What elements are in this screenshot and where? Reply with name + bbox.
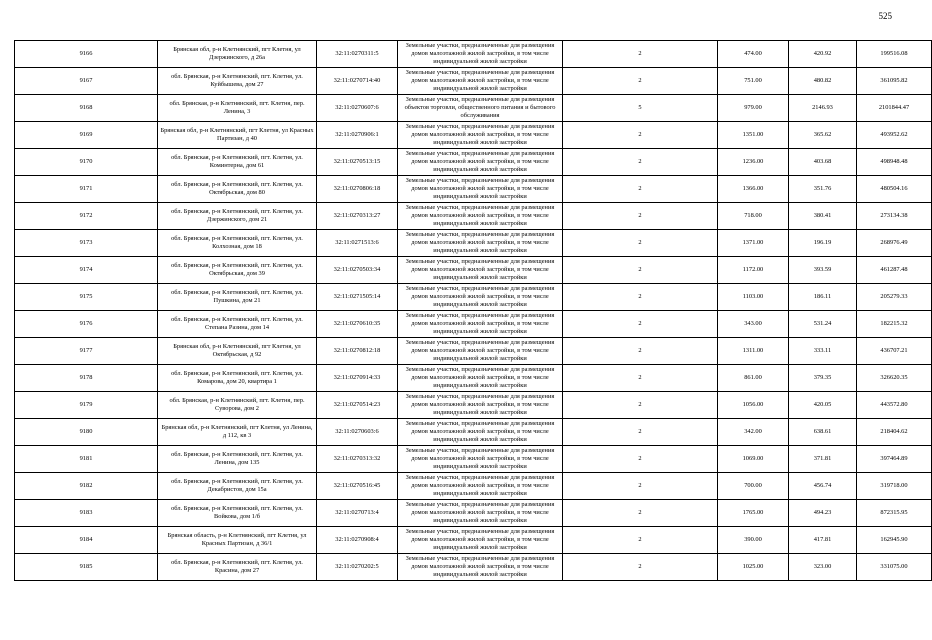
area-cell: 1025.00 [718,554,789,581]
cadastral-value-cell: 461287.48 [857,257,932,284]
area-cell: 343.00 [718,311,789,338]
land-use-cell: Земельные участки, предназначенные для размещения домов малоэтажной жилой застройки, в том числе индивидуальной жилой застройки [398,527,563,554]
row-number-cell: 9184 [15,527,158,554]
specific-value-cell: 494.23 [789,500,857,527]
cadastral-value-cell: 493952.62 [857,122,932,149]
row-number-cell: 9169 [15,122,158,149]
use-group-cell: 2 [563,446,718,473]
table-row [15,311,932,338]
address-cell: Брянская обл, р-н Клетнянский, пгт Клетня, ул Октябрьская, д 92 [158,338,317,365]
area-cell: 342.00 [718,419,789,446]
address-cell: Брянская обл, р-н Клетнянский, пгт Клетня, ул Красных Партизан, д 40 [158,122,317,149]
land-use-cell: Земельные участки, предназначенные для размещения домов малоэтажной жилой застройки, в том числе индивидуальной жилой застройки [398,176,563,203]
cadastral-number-cell: 32:11:0271513:6 [317,230,398,257]
specific-value-cell: 333.11 [789,338,857,365]
land-use-cell: Земельные участки, предназначенные для размещения домов малоэтажной жилой застройки, в том числе индивидуальной жилой застройки [398,365,563,392]
area-cell: 979.00 [718,95,789,122]
land-use-cell: Земельные участки, предназначенные для размещения домов малоэтажной жилой застройки, в том числе индивидуальной жилой застройки [398,257,563,284]
specific-value-cell: 393.59 [789,257,857,284]
table-row [15,527,932,554]
address-cell: Брянская обл, р-н Клетнянский, пгт Клетня, ул Дзержинского, д 26а [158,41,317,68]
use-group-cell: 2 [563,203,718,230]
land-use-cell: Земельные участки, предназначенные для размещения домов малоэтажной жилой застройки, в том числе индивидуальной жилой застройки [398,446,563,473]
cadastral-number-cell: 32:11:0270914:33 [317,365,398,392]
row-number-cell: 9179 [15,392,158,419]
table-row [15,176,932,203]
land-use-cell: Земельные участки, предназначенные для размещения домов малоэтажной жилой застройки, в том числе индивидуальной жилой застройки [398,311,563,338]
use-group-cell: 2 [563,230,718,257]
use-group-cell: 2 [563,473,718,500]
row-number-cell: 9170 [15,149,158,176]
address-cell: обл. Брянская, р-н Клетнянский, пгт. Клетня, ул. Колхозная, дом 18 [158,230,317,257]
row-number-cell: 9172 [15,203,158,230]
area-cell: 1172.00 [718,257,789,284]
specific-value-cell: 351.76 [789,176,857,203]
cadastral-value-cell: 268976.49 [857,230,932,257]
table-row [15,257,932,284]
address-cell: обл. Брянская, р-н Клетнянский, пгт. Клетня, ул. Октябрьская, дом 39 [158,257,317,284]
cadastral-value-cell: 443572.80 [857,392,932,419]
cadastral-number-cell: 32:11:0270603:6 [317,419,398,446]
specific-value-cell: 420.92 [789,41,857,68]
cadastral-value-cell: 326620.35 [857,365,932,392]
use-group-cell: 2 [563,338,718,365]
cadastral-value-cell: 2101844.47 [857,95,932,122]
use-group-cell: 2 [563,41,718,68]
specific-value-cell: 417.81 [789,527,857,554]
row-number-cell: 9175 [15,284,158,311]
cadastral-value-cell: 319718.00 [857,473,932,500]
cadastral-number-cell: 32:11:0270607:6 [317,95,398,122]
area-cell: 861.00 [718,365,789,392]
specific-value-cell: 379.35 [789,365,857,392]
row-number-cell: 9176 [15,311,158,338]
area-cell: 1103.00 [718,284,789,311]
use-group-cell: 2 [563,500,718,527]
cadastral-number-cell: 32:11:0270514:23 [317,392,398,419]
land-use-cell: Земельные участки, предназначенные для размещения домов малоэтажной жилой застройки, в том числе индивидуальной жилой застройки [398,392,563,419]
table-body [15,41,932,581]
cadastral-number-cell: 32:11:0270313:27 [317,203,398,230]
cadastral-value-cell: 872315.95 [857,500,932,527]
address-cell: Брянская обл, р-н Клетнянский, пгт Клетня, ул Ленина, д 112, кв 3 [158,419,317,446]
cadastral-value-cell: 162945.90 [857,527,932,554]
table-row [15,554,932,581]
specific-value-cell: 186.11 [789,284,857,311]
page-number: 525 [878,11,892,21]
cadastral-value-cell: 397464.89 [857,446,932,473]
row-number-cell: 9185 [15,554,158,581]
row-number-cell: 9177 [15,338,158,365]
table-row [15,95,932,122]
land-use-cell: Земельные участки, предназначенные для размещения домов малоэтажной жилой застройки, в том числе индивидуальной жилой застройки [398,149,563,176]
land-use-cell: Земельные участки, предназначенные для размещения домов малоэтажной жилой застройки, в том числе индивидуальной жилой застройки [398,41,563,68]
row-number-cell: 9182 [15,473,158,500]
address-cell: обл. Брянская, р-н Клетнянский, пгт. Клетня, ул. Октябрьская, дом 80 [158,176,317,203]
use-group-cell: 2 [563,527,718,554]
address-cell: обл. Брянская, р-н Клетнянский, пгт. Клетня, ул. Степана Разина, дом 14 [158,311,317,338]
cadastral-number-cell: 32:11:0270513:15 [317,149,398,176]
cadastral-value-cell: 182215.32 [857,311,932,338]
area-cell: 1069.00 [718,446,789,473]
cadastral-value-cell: 436707.21 [857,338,932,365]
row-number-cell: 9178 [15,365,158,392]
row-number-cell: 9183 [15,500,158,527]
table-row [15,392,932,419]
table-row [15,500,932,527]
land-use-cell: Земельные участки, предназначенные для размещения домов малоэтажной жилой застройки, в том числе индивидуальной жилой застройки [398,122,563,149]
cadastral-value-cell: 361095.82 [857,68,932,95]
table-row [15,446,932,473]
land-use-cell: Земельные участки, предназначенные для размещения домов малоэтажной жилой застройки, в том числе индивидуальной жилой застройки [398,554,563,581]
cadastral-number-cell: 32:11:0270812:18 [317,338,398,365]
row-number-cell: 9174 [15,257,158,284]
use-group-cell: 2 [563,68,718,95]
land-use-cell: Земельные участки, предназначенные для размещения домов малоэтажной жилой застройки, в том числе индивидуальной жилой застройки [398,284,563,311]
area-cell: 474.00 [718,41,789,68]
row-number-cell: 9180 [15,419,158,446]
land-use-cell: Земельные участки, предназначенные для размещения домов малоэтажной жилой застройки, в том числе индивидуальной жилой застройки [398,68,563,95]
row-number-cell: 9166 [15,41,158,68]
cadastral-number-cell: 32:11:0270713:4 [317,500,398,527]
area-cell: 1351.00 [718,122,789,149]
area-cell: 700.00 [718,473,789,500]
use-group-cell: 2 [563,554,718,581]
use-group-cell: 2 [563,122,718,149]
specific-value-cell: 371.81 [789,446,857,473]
address-cell: обл. Брянская, р-н Клетнянский, пгт. Клетня, ул. Дзержинского, дом 21 [158,203,317,230]
cadastral-value-cell: 199516.08 [857,41,932,68]
cadastral-number-cell: 32:11:0270503:34 [317,257,398,284]
cadastral-number-cell: 32:11:0270908:4 [317,527,398,554]
address-cell: обл. Брянская, р-н Клетнянский, пгт. Клетня, ул. Декабристов, дом 15а [158,473,317,500]
row-number-cell: 9181 [15,446,158,473]
use-group-cell: 2 [563,284,718,311]
cadastral-value-table [14,40,932,581]
land-use-cell: Земельные участки, предназначенные для размещения домов малоэтажной жилой застройки, в том числе индивидуальной жилой застройки [398,419,563,446]
land-use-cell: Земельные участки, предназначенные для размещения объектов торговли, общественного питания и бытового обслуживания [398,95,563,122]
use-group-cell: 5 [563,95,718,122]
specific-value-cell: 456.74 [789,473,857,500]
address-cell: обл. Брянская, р-н Клетнянский, пгт. Клетня, ул. Комарова, дом 20, квартира 1 [158,365,317,392]
table-row [15,338,932,365]
specific-value-cell: 403.68 [789,149,857,176]
table-row [15,365,932,392]
use-group-cell: 2 [563,176,718,203]
row-number-cell: 9167 [15,68,158,95]
cadastral-value-cell: 331075.00 [857,554,932,581]
specific-value-cell: 420.05 [789,392,857,419]
table-row [15,203,932,230]
cadastral-value-cell: 480504.16 [857,176,932,203]
area-cell: 1236.00 [718,149,789,176]
specific-value-cell: 2146.93 [789,95,857,122]
table-row [15,68,932,95]
address-cell: обл. Брянская, р-н Клетнянский, пгт. Клетня, ул. Войкова, дом 1/б [158,500,317,527]
cadastral-number-cell: 32:11:0270714:40 [317,68,398,95]
cadastral-number-cell: 32:11:0270806:18 [317,176,398,203]
table-row [15,473,932,500]
row-number-cell: 9171 [15,176,158,203]
address-cell: обл. Брянская, р-н Клетнянский, пгт. Клетня, ул. Коминтерна, дом 61 [158,149,317,176]
cadastral-number-cell: 32:11:0270311:5 [317,41,398,68]
specific-value-cell: 365.62 [789,122,857,149]
use-group-cell: 2 [563,257,718,284]
area-cell: 1371.00 [718,230,789,257]
area-cell: 1765.00 [718,500,789,527]
area-cell: 718.00 [718,203,789,230]
address-cell: обл. Брянская, р-н Клетнянский, пгт. Клетня, ул. Пушкина, дом 21 [158,284,317,311]
cadastral-number-cell: 32:11:0270313:32 [317,446,398,473]
area-cell: 1366.00 [718,176,789,203]
cadastral-number-cell: 32:11:0270906:1 [317,122,398,149]
land-use-cell: Земельные участки, предназначенные для размещения домов малоэтажной жилой застройки, в том числе индивидуальной жилой застройки [398,203,563,230]
specific-value-cell: 380.41 [789,203,857,230]
address-cell: обл. Брянская, р-н Клетнянский, пгт. Клетня, пер. Ленина, 3 [158,95,317,122]
cadastral-number-cell: 32:11:0270516:45 [317,473,398,500]
specific-value-cell: 323.00 [789,554,857,581]
address-cell: обл. Брянская, р-н Клетнянский, пгт. Клетня, ул. Ленина, дом 135 [158,446,317,473]
row-number-cell: 9168 [15,95,158,122]
cadastral-value-cell: 498948.48 [857,149,932,176]
land-use-cell: Земельные участки, предназначенные для размещения домов малоэтажной жилой застройки, в том числе индивидуальной жилой застройки [398,473,563,500]
address-cell: обл. Брянская, р-н Клетнянский, пгт. Клетня, пер. Суворова, дом 2 [158,392,317,419]
table-row [15,149,932,176]
address-cell: обл. Брянская, р-н Клетнянский, пгт. Клетня, ул. Красина, дом 27 [158,554,317,581]
use-group-cell: 2 [563,365,718,392]
address-cell: Брянская область, р-н Клетнянский, пгт Клетня, ул Красных Партизан, д 36/1 [158,527,317,554]
row-number-cell: 9173 [15,230,158,257]
land-use-cell: Земельные участки, предназначенные для размещения домов малоэтажной жилой застройки, в том числе индивидуальной жилой застройки [398,500,563,527]
table-row [15,41,932,68]
cadastral-number-cell: 32:11:0270610:35 [317,311,398,338]
table-row [15,122,932,149]
land-use-cell: Земельные участки, предназначенные для размещения домов малоэтажной жилой застройки, в том числе индивидуальной жилой застройки [398,338,563,365]
area-cell: 1311.00 [718,338,789,365]
area-cell: 1056.00 [718,392,789,419]
area-cell: 390.00 [718,527,789,554]
cadastral-number-cell: 32:11:0270202:5 [317,554,398,581]
cadastral-value-cell: 218404.62 [857,419,932,446]
area-cell: 751.00 [718,68,789,95]
land-use-cell: Земельные участки, предназначенные для размещения домов малоэтажной жилой застройки, в том числе индивидуальной жилой застройки [398,230,563,257]
table-row [15,230,932,257]
use-group-cell: 2 [563,392,718,419]
address-cell: обл. Брянская, р-н Клетнянский, пгт. Клетня, ул. Куйбышева, дом 27 [158,68,317,95]
table-row [15,419,932,446]
use-group-cell: 2 [563,311,718,338]
cadastral-value-cell: 205279.33 [857,284,932,311]
specific-value-cell: 480.82 [789,68,857,95]
use-group-cell: 2 [563,419,718,446]
specific-value-cell: 196.19 [789,230,857,257]
specific-value-cell: 531.24 [789,311,857,338]
table-row [15,284,932,311]
specific-value-cell: 638.61 [789,419,857,446]
use-group-cell: 2 [563,149,718,176]
cadastral-number-cell: 32:11:0271505:14 [317,284,398,311]
cadastral-value-cell: 273134.38 [857,203,932,230]
